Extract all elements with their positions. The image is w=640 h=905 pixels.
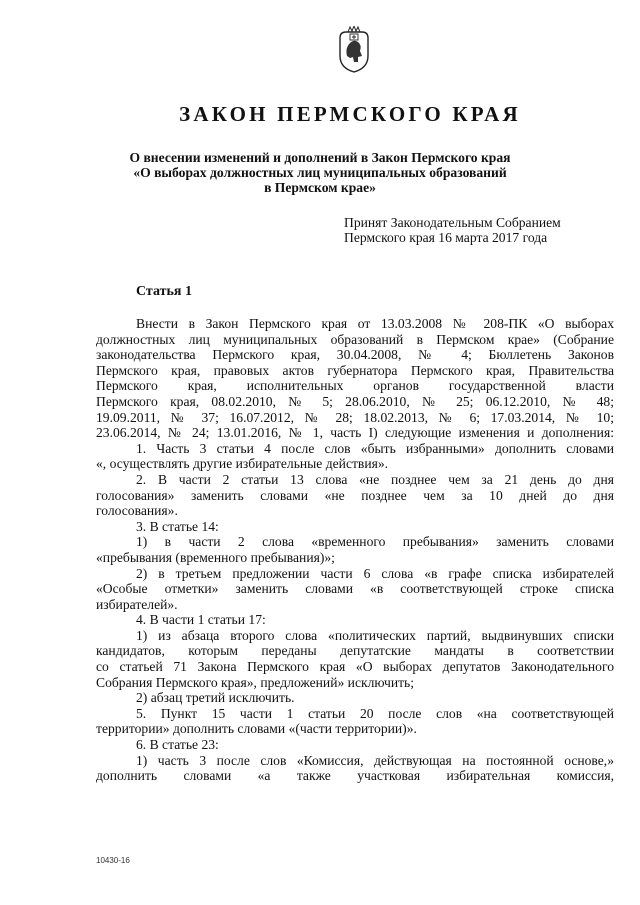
document-code: 10430-16 [96,856,130,865]
body-line: 19.09.2011, № 37; 16.07.2012, № 28; 18.02.2013, № 6; 17.03.2014, № 10; [96,409,614,425]
body-line: со статьей 71 Закона Пермского края «О выборах депутатов Законодательного [96,659,614,675]
coat-of-arms-icon [336,26,372,74]
body-line: должностных лиц муниципальных образований в Пермском крае» (Собрание [96,331,614,347]
body-line: кандидатов, которым переданы депутатские мандаты в соответствии [96,643,614,659]
subtitle-line: «О выборах должностных лиц муниципальных образований [133,165,507,180]
body-line: Пермского края, исполнительных органов государственной власти [96,378,614,394]
body-line: 2) абзац третий исключить. [136,690,295,706]
body-line: территории» дополнить словами «(части территории)». [96,721,417,737]
body-line: «, осуществлять другие избирательные действия». [96,456,389,472]
document-title: ЗАКОН ПЕРМСКОГО КРАЯ [179,102,521,126]
body-line: «пребывания (временного пребывания)»; [96,549,335,565]
body-line: 1. Часть 3 статьи 4 после слов «быть избранными» дополнить словами [136,440,614,456]
adoption-note [344,215,561,245]
body-line: Пермского края, 08.02.2010, № 5; 28.06.2010, № 25; 06.12.2010, № 48; [96,393,614,409]
body-line: избирателей». [96,596,178,612]
article-body [96,316,614,784]
body-line: 3. В статье 14: [136,518,219,534]
adoption-line: Пермского края 16 марта 2017 года [344,230,548,245]
body-line: 23.06.2014, № 24; 13.01.2016, № 1, часть I) следующие изменения и дополнения: [96,425,614,441]
body-line: 4. В части 1 статьи 17: [136,612,266,628]
article-heading: Статья 1 [136,284,192,299]
body-line: Пермского края, правовых актов губернатора Пермского края, Правительства [96,362,614,378]
body-line: 1) часть 3 после слов «Комиссия, действующая на постоянной основе,» [136,752,614,768]
body-line: 1) из абзаца второго слова «политических партий, выдвинувших списки [136,627,614,643]
body-line: голосования» заменить словами «не позднее чем за 10 дней до дня [96,487,614,503]
body-line: Внести в Закон Пермского края от 13.03.2008 № 208-ПК «О выборах [136,316,614,331]
body-line: голосования». [96,503,178,519]
body-line: дополнить словами «а также участковая избирательная комиссия, [96,768,614,784]
document-subtitle [100,150,540,195]
body-line: «Особые отметки» заменить словами «в соответствующей строке списка [96,581,614,597]
adoption-line: Принят Законодательным Собранием [344,215,561,230]
body-line: 5. Пункт 15 части 1 статьи 20 после слов «на соответствующей [136,705,614,721]
body-line: законодательства Пермского края, 30.04.2008, № 4; Бюллетень Законов [96,347,614,363]
body-line: 2) в третьем предложении части 6 слова «в графе списка избирателей [136,565,614,581]
body-line: 2. В части 2 статьи 13 слова «не позднее чем за 21 день до дня [136,471,614,487]
subtitle-line: О внесении изменений и дополнений в Закон Пермского края [129,150,511,165]
body-line: 1) в части 2 слова «временного пребывания» заменить словами [136,534,614,550]
body-line: Собрания Пермского края», предложений» исключить; [96,674,415,690]
subtitle-line: в Пермском крае» [264,180,376,195]
body-line: 6. В статье 23: [136,737,219,753]
